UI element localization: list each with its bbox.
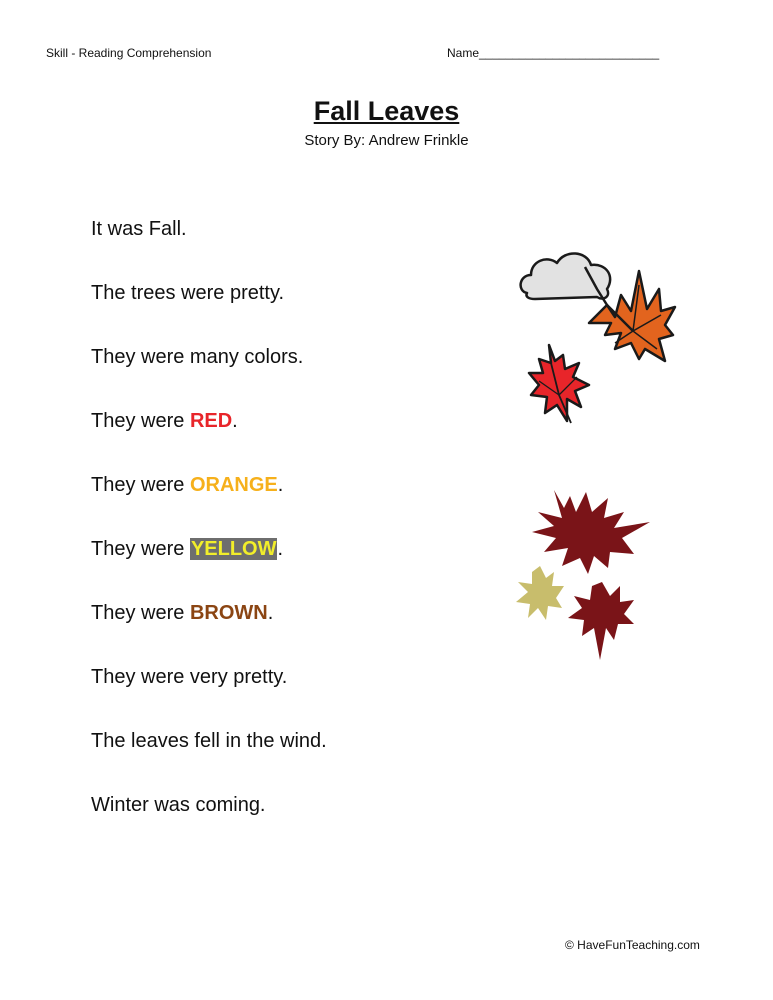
copyright-footer: © HaveFunTeaching.com (565, 938, 700, 952)
color-word-brown: BROWN (189, 602, 268, 624)
red-maple-leaf-icon (529, 345, 589, 423)
story-line: They were ORANGE. (91, 474, 284, 496)
byline: Story By: Andrew Frinkle (304, 132, 469, 149)
story-line: They were many colors. (91, 346, 304, 368)
story-line: They were BROWN. (91, 602, 274, 624)
autumn-leaves-illustration (510, 482, 660, 667)
cloud-icon (521, 253, 611, 299)
story-text (91, 216, 327, 856)
story-line: They were RED. (91, 410, 238, 432)
color-word-yellow: YELLOW (190, 538, 277, 560)
page-title: Fall Leaves (313, 96, 460, 126)
story-line: It was Fall. (91, 218, 187, 240)
maroon-leaf-icon (532, 490, 650, 574)
maroon-leaf-icon (568, 582, 634, 660)
color-word-red: RED (189, 410, 233, 432)
leaves-with-cloud-illustration (515, 245, 680, 430)
story-line: They were very pretty. (91, 666, 288, 688)
khaki-leaf-icon (516, 566, 564, 620)
skill-label: Skill - Reading Comprehension (46, 46, 212, 60)
story-line: Winter was coming. (91, 794, 266, 816)
color-word-orange: ORANGE (189, 474, 278, 496)
story-line: The leaves fell in the wind. (91, 730, 327, 752)
story-line: They were YELLOW. (91, 538, 284, 560)
name-field-label: Name___________________________ (447, 46, 660, 60)
story-line: The trees were pretty. (91, 282, 285, 304)
